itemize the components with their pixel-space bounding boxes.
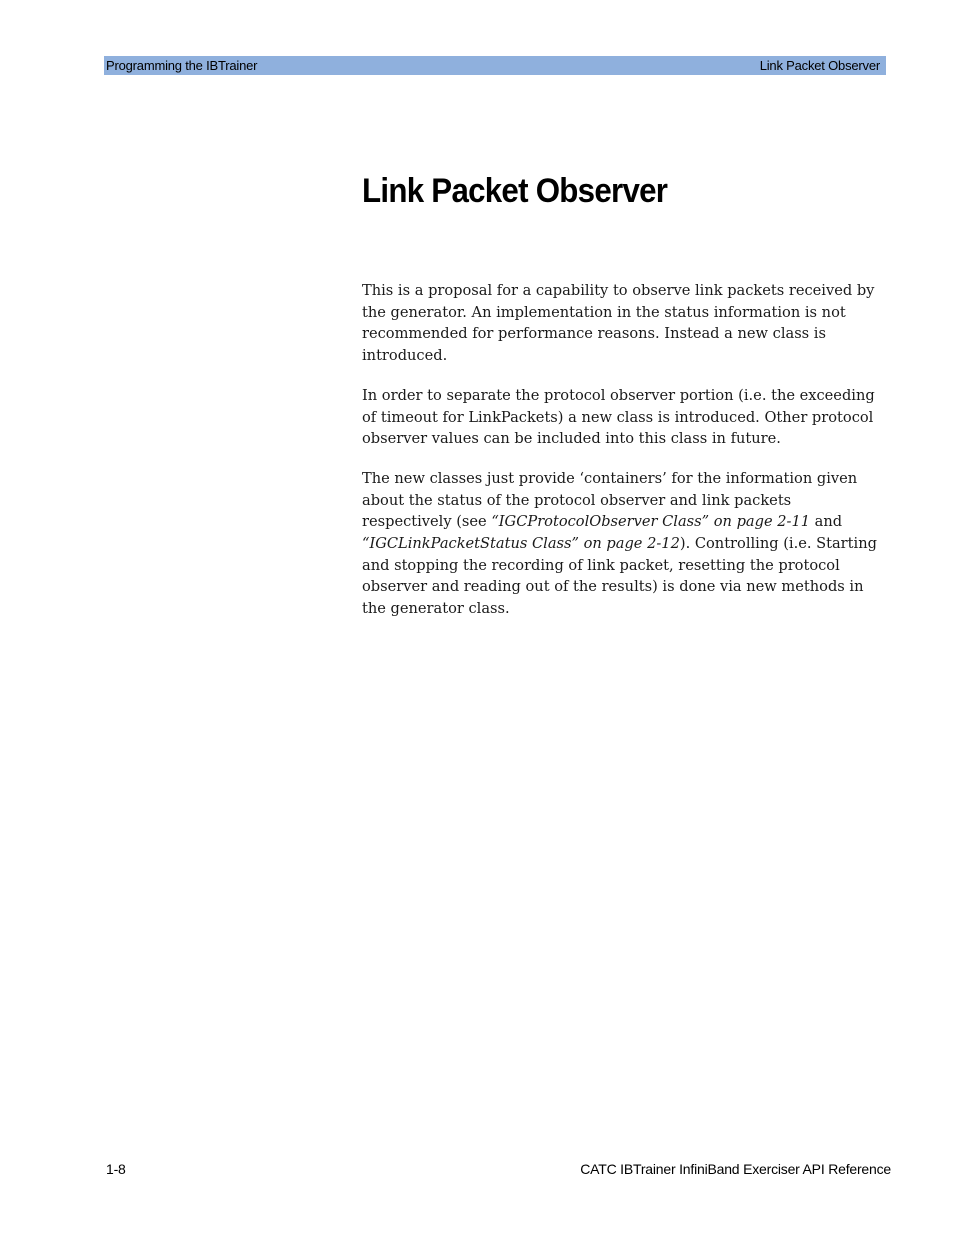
running-header xyxy=(104,56,886,75)
header-chapter-title: Programming the IBTrainer xyxy=(106,58,258,73)
paragraph-3 xyxy=(362,468,882,620)
paragraph-2: In order to separate the protocol observer portion (i.e. the exceeding of timeout for LinkPackets) a new class is introduced. Other protocol observer values can be included into this class in future. xyxy=(362,386,875,448)
paragraph-3-text-1: The new classes just provide ‘containers’ for the information given about the status of the protocol observer and link packets respectively (see xyxy=(362,469,858,531)
footer-book-title: CATC IBTrainer InfiniBand Exerciser API Reference xyxy=(580,1161,891,1177)
page-title: Link Packet Observer xyxy=(362,172,668,210)
paragraph-3-text-2: and xyxy=(810,513,843,531)
paragraph-3-text-3: ). Controlling (i.e. Starting and stopping the recording of link packet, resetting the protocol observer and reading out of the results) is done via new methods in the generator class. xyxy=(362,535,877,618)
paragraph-1: This is a proposal for a capability to observe link packets received by the generator. An implementation in the status information is not recommended for performance reasons. Instead a new class is introduced. xyxy=(362,282,875,365)
header-section-title: Link Packet Observer xyxy=(759,58,880,73)
footer-page-number: 1-8 xyxy=(106,1161,126,1177)
cross-reference-link-packet-status[interactable]: “IGCLinkPacketStatus Class” on page 2-12 xyxy=(362,535,680,553)
body-text xyxy=(362,280,882,638)
cross-reference-protocol-observer[interactable]: “IGCProtocolObserver Class” on page 2-11 xyxy=(491,513,811,531)
